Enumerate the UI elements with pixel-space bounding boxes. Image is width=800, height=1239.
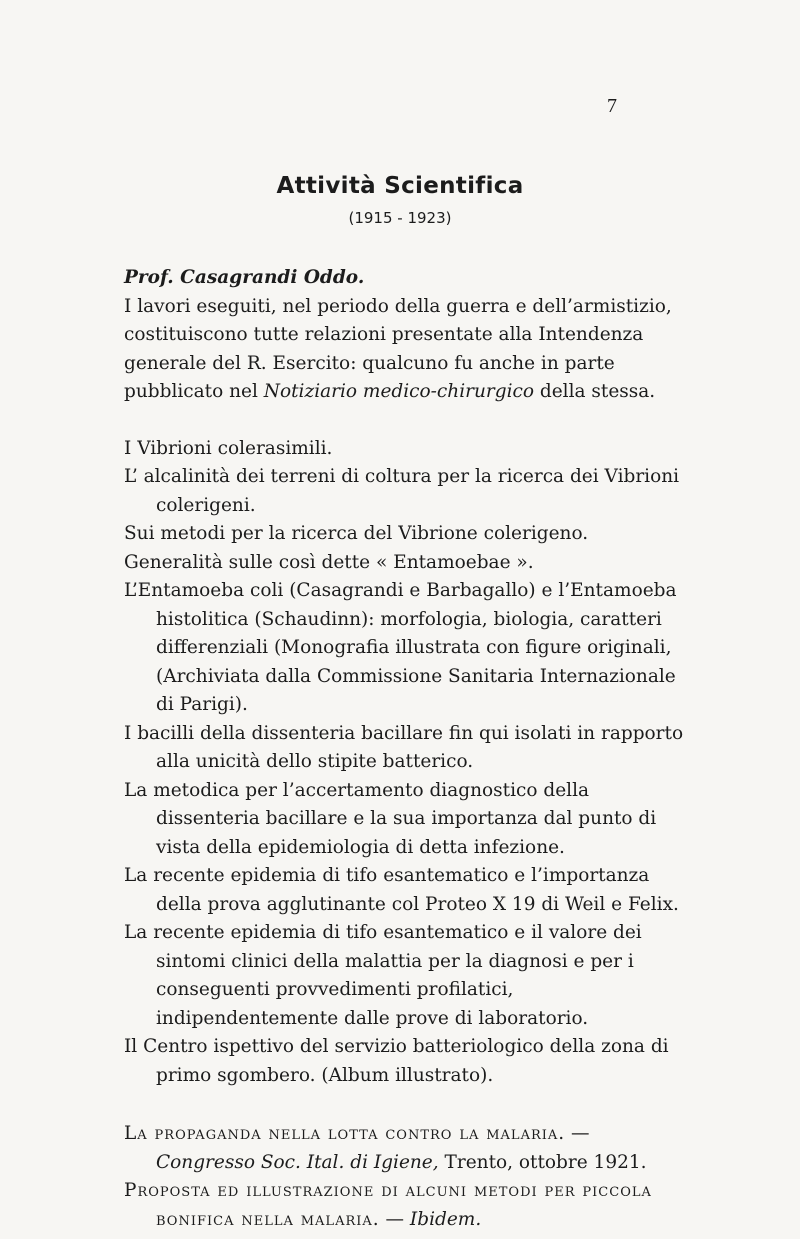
list-item: Il Centro ispettivo del servizio batteriologico della zona di primo sgombero. (Album illustrato). <box>124 1036 669 1086</box>
list-item: I Vibrioni colerasimili. <box>124 437 333 459</box>
list-item: Generalità sulle così dette « Entamoebae ». <box>124 551 534 573</box>
list-item: La recente epidemia di tifo esantematico e l’importanza della prova agglutinante col Proteo X 19 di Weil e Felix. <box>124 865 679 915</box>
list-item: L’ alcalinità dei terreni di coltura per la ricerca dei Vibrioni colerigeni. <box>124 466 680 516</box>
publication-title: Proposta ed illustrazione di alcuni metodi per piccola bonifica nella malaria. <box>124 1180 652 1230</box>
list-item: La recente epidemia di tifo esantematico e il valore dei sintomi clinici della malattia per la diagnosi e per i conseguenti provvedimenti profilatici, indipendentemente dalle prove di laboratorio. <box>124 922 642 1029</box>
list-item: L’Entamoeba coli (Casagrandi e Barbagallo) e l’Entamoeba histolitica (Schaudinn): morfologia, biologia, caratteri differenziali (Monografia illustrata con figure originali, (Archiviata dalla Commissione Sanitaria Internazionale di Parigi). <box>124 580 677 715</box>
publication-venue: Ibidem. <box>409 1208 482 1230</box>
intro-text-2: della stessa. <box>533 381 656 402</box>
list-item: Sui metodi per la ricerca del Vibrione colerigeno. <box>124 523 589 544</box>
list-item: La metodica per l’accertamento diagnostico della dissenteria bacillare e la sua importanza dal punto di vista della epidemiologia di detta infezione. <box>124 779 657 858</box>
intro-text-1: I lavori eseguiti, nel periodo della guerra e dell’armistizio, costituiscono tutte relazioni presentate alla Intendenza generale del R. Esercito: qualcuno fu anche in parte pubblicato nel <box>124 295 672 402</box>
publication-item <box>124 1177 694 1234</box>
publication-dash: — <box>565 1123 590 1144</box>
intro-text <box>124 293 694 407</box>
publications-list <box>124 1120 694 1234</box>
publication-venue: Congresso Soc. Ital. di Igiene, <box>156 1151 439 1173</box>
publication-title: La propaganda nella lotta contro la malaria. <box>124 1123 566 1144</box>
section-heading <box>0 171 800 227</box>
works-list <box>124 435 694 1091</box>
journal-name: Notiziario medico-chirurgico <box>263 381 534 402</box>
publication-details: Trento, ottobre 1921. <box>438 1151 647 1173</box>
list-item: I bacilli della dissenteria bacillare fin qui isolati in rapporto alla unicità dello stipite batterico. <box>124 722 684 772</box>
section-dates: (1915 - 1923) <box>348 209 452 227</box>
page-content <box>124 264 694 1234</box>
author-name: Prof. Casagrandi Oddo. <box>124 267 365 288</box>
page-number: 7 <box>607 95 617 117</box>
intro-paragraph <box>124 293 694 407</box>
section-title: Attività Scientifica <box>276 173 524 199</box>
publication-dash: — <box>379 1208 410 1230</box>
publication-item <box>124 1120 694 1177</box>
